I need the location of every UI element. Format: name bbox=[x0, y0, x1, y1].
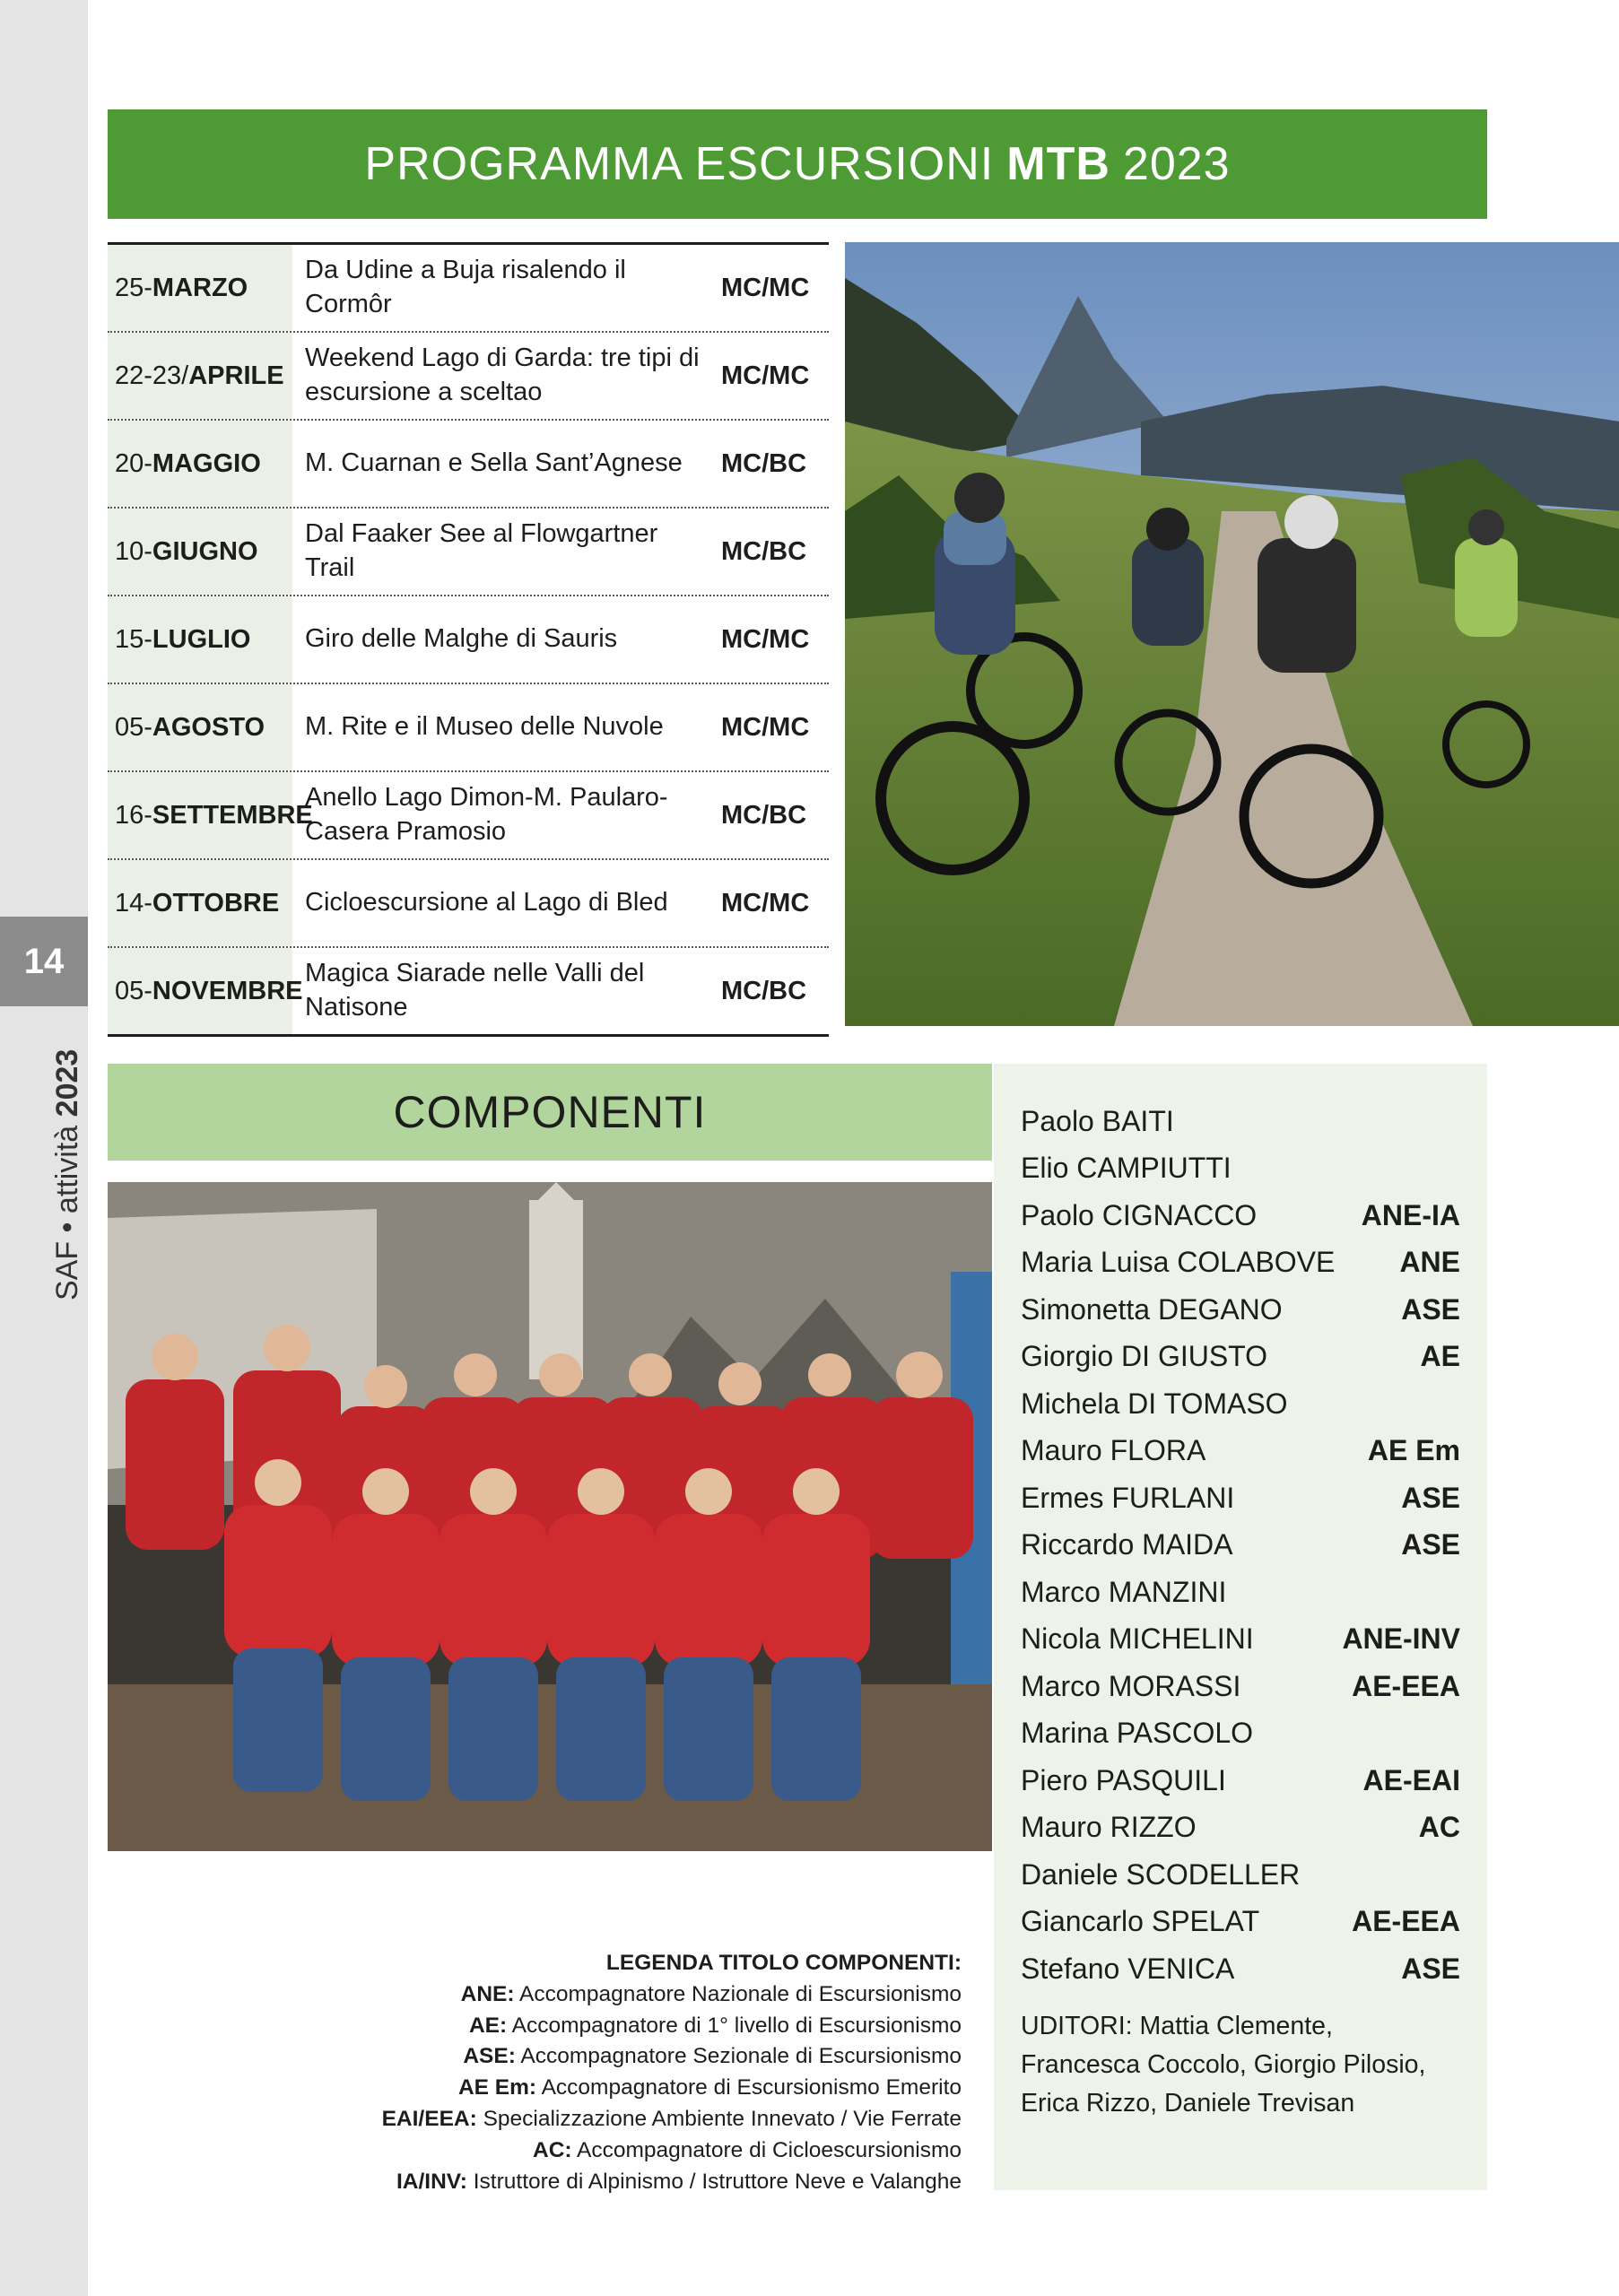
schedule-description: Magica Siarade nelle Valli del Natisone bbox=[305, 959, 645, 1022]
page-number: 14 bbox=[0, 917, 88, 1006]
schedule-month: AGOSTO bbox=[152, 712, 265, 742]
schedule-row bbox=[108, 595, 829, 683]
schedule-month: LUGLIO bbox=[152, 624, 251, 654]
legend-text: Accompagnatore Sezionale di Escursionismo bbox=[520, 2044, 962, 2069]
schedule-month: APRILE bbox=[188, 361, 284, 390]
schedule-date bbox=[108, 596, 292, 683]
schedule-day: 14- bbox=[115, 888, 152, 918]
member-row bbox=[1021, 1945, 1460, 1993]
member-row bbox=[1021, 1192, 1460, 1239]
legend-item bbox=[179, 2041, 962, 2073]
member-name: Mauro FLORA bbox=[1021, 1434, 1206, 1467]
member-row bbox=[1021, 1286, 1460, 1334]
title-year: 2023 bbox=[1122, 138, 1231, 190]
schedule-day: 10- bbox=[115, 536, 152, 566]
member-row bbox=[1021, 1239, 1460, 1287]
legend-code: AE: bbox=[468, 2013, 508, 2038]
side-running-title bbox=[50, 1049, 85, 1300]
schedule-row bbox=[108, 946, 829, 1034]
member-row bbox=[1021, 1805, 1460, 1852]
schedule-level: MC/MC bbox=[721, 273, 810, 302]
member-name: Stefano VENICA bbox=[1021, 1952, 1235, 1985]
title-pre: PROGRAMMA ESCURSIONI bbox=[364, 138, 995, 190]
schedule-level: MC/MC bbox=[721, 624, 810, 654]
schedule-row bbox=[108, 683, 829, 770]
member-name: Michela DI TOMASO bbox=[1021, 1387, 1288, 1420]
member-row bbox=[1021, 1380, 1460, 1428]
schedule-row bbox=[108, 858, 829, 946]
member-row bbox=[1021, 1851, 1460, 1899]
schedule-month: MAGGIO bbox=[152, 448, 261, 478]
legend-item bbox=[179, 2167, 962, 2198]
legend-text: Accompagnatore Nazionale di Escursionismo bbox=[519, 1981, 962, 2006]
member-title: ASE bbox=[1401, 1528, 1460, 1561]
member-name: Elio CAMPIUTTI bbox=[1021, 1152, 1232, 1185]
schedule-day: 16- bbox=[115, 800, 152, 830]
schedule-day: 22-23/ bbox=[115, 361, 189, 390]
schedule-date bbox=[108, 772, 313, 858]
schedule-date bbox=[108, 948, 303, 1034]
legend-code: EAI/EEA: bbox=[381, 2106, 477, 2131]
side-year: 2023 bbox=[50, 1048, 84, 1118]
page-title bbox=[108, 109, 1487, 219]
schedule-day: 20- bbox=[115, 448, 152, 478]
mtb-photo bbox=[845, 242, 1619, 1026]
legend-code: AC: bbox=[533, 2137, 572, 2162]
schedule-date bbox=[108, 421, 292, 507]
member-name: Paolo BAITI bbox=[1021, 1104, 1174, 1137]
schedule-level: MC/BC bbox=[721, 448, 807, 478]
schedule-description: Cicloescursione al Lago di Bled bbox=[305, 888, 668, 918]
member-row bbox=[1021, 1145, 1460, 1193]
schedule-description: Anello Lago Dimon-M. Paularo-Casera Pramosio bbox=[305, 783, 668, 846]
schedule-table bbox=[108, 242, 829, 1037]
member-name: Mauro RIZZO bbox=[1021, 1811, 1197, 1844]
schedule-month: OTTOBRE bbox=[152, 888, 280, 918]
member-name: Maria Luisa COLABOVE bbox=[1021, 1246, 1336, 1279]
member-title: AE Em bbox=[1367, 1434, 1460, 1467]
member-name: Paolo CIGNACCO bbox=[1021, 1198, 1258, 1231]
member-title: AC bbox=[1418, 1811, 1460, 1844]
member-row bbox=[1021, 1757, 1460, 1805]
legend-title: LEGENDA TITOLO COMPONENTI: bbox=[605, 1951, 962, 1975]
legend-text: Accompagnatore di Escursionismo Emerito bbox=[541, 2075, 962, 2100]
member-row bbox=[1021, 1710, 1460, 1758]
legend-text: Istruttore di Alpinismo / Istruttore Neve e Valanghe bbox=[473, 2169, 962, 2194]
legend-code: IA/INV: bbox=[396, 2169, 467, 2194]
member-title: ANE bbox=[1399, 1246, 1460, 1279]
title-mtb: MTB bbox=[1006, 138, 1110, 190]
schedule-description: Weekend Lago di Garda: tre tipi di escursione a sceltao bbox=[305, 344, 700, 406]
member-title: AE-EAI bbox=[1362, 1763, 1460, 1796]
legend-code: AE Em: bbox=[457, 2075, 537, 2100]
schedule-day: 15- bbox=[115, 624, 152, 654]
side-label: attività bbox=[50, 1125, 84, 1214]
member-name: Marco MANZINI bbox=[1021, 1575, 1227, 1608]
legend-item bbox=[179, 2135, 962, 2167]
schedule-level: MC/MC bbox=[721, 888, 810, 918]
schedule-row bbox=[108, 419, 829, 507]
member-name: Giorgio DI GIUSTO bbox=[1021, 1340, 1268, 1373]
group-photo bbox=[108, 1182, 992, 1851]
member-name: Daniele SCODELLER bbox=[1021, 1857, 1301, 1891]
side-brand: SAF bbox=[50, 1240, 84, 1300]
member-title: ASE bbox=[1401, 1292, 1460, 1326]
member-title: AE-EEA bbox=[1352, 1669, 1460, 1702]
uditori-text: UDITORI: Mattia Clemente, Francesca Coccolo, Giorgio Pilosio, Erica Rizzo, Daniele Trevisan bbox=[1021, 2012, 1426, 2118]
member-title: ANE-IA bbox=[1361, 1198, 1460, 1231]
member-title: AE-EEA bbox=[1352, 1905, 1460, 1938]
member-name: Marina PASCOLO bbox=[1021, 1717, 1254, 1750]
member-title: ASE bbox=[1401, 1481, 1460, 1514]
member-row bbox=[1021, 1428, 1460, 1475]
legend-item bbox=[179, 2073, 962, 2104]
schedule-row bbox=[108, 245, 829, 331]
schedule-level: MC/BC bbox=[721, 800, 807, 830]
schedule-level: MC/BC bbox=[721, 536, 807, 566]
member-name: Nicola MICHELINI bbox=[1021, 1622, 1254, 1656]
member-row bbox=[1021, 1569, 1460, 1616]
schedule-date bbox=[108, 509, 292, 595]
member-row bbox=[1021, 1899, 1460, 1946]
schedule-day: 25- bbox=[115, 273, 152, 302]
schedule-day: 05- bbox=[115, 976, 152, 1005]
member-title: AE bbox=[1420, 1340, 1460, 1373]
schedule-date bbox=[108, 860, 292, 946]
legend-text: Accompagnatore di Cicloescursionismo bbox=[577, 2137, 962, 2162]
schedule-description: Da Udine a Buja risalendo il Cormôr bbox=[305, 256, 626, 318]
schedule-level: MC/BC bbox=[721, 976, 807, 1005]
member-name: Piero PASQUILI bbox=[1021, 1763, 1226, 1796]
schedule-level: MC/MC bbox=[721, 712, 810, 742]
schedule-date bbox=[108, 684, 292, 770]
schedule-row bbox=[108, 507, 829, 595]
member-name: Riccardo MAIDA bbox=[1021, 1528, 1233, 1561]
members-panel bbox=[994, 1064, 1487, 2190]
member-list bbox=[1021, 1098, 1460, 1993]
schedule-level: MC/MC bbox=[721, 361, 810, 390]
legend-code: ASE: bbox=[463, 2044, 516, 2069]
legend-item bbox=[179, 2011, 962, 2042]
side-bullet: • bbox=[50, 1222, 84, 1233]
schedule-month: SETTEMBRE bbox=[152, 800, 313, 830]
member-row bbox=[1021, 1616, 1460, 1664]
schedule-row bbox=[108, 770, 829, 858]
legend-text: Accompagnatore di 1° livello di Escursionismo bbox=[511, 2013, 962, 2038]
legend-text: Specializzazione Ambiente Innevato / Vie Ferrate bbox=[483, 2106, 962, 2131]
legend-code: ANE: bbox=[460, 1981, 515, 2006]
componenti-heading: COMPONENTI bbox=[108, 1064, 992, 1161]
member-title: ASE bbox=[1401, 1952, 1460, 1985]
legend-item bbox=[179, 2104, 962, 2135]
schedule-date bbox=[108, 333, 292, 419]
schedule-description: M. Cuarnan e Sella Sant’Agnese bbox=[305, 448, 683, 478]
member-row bbox=[1021, 1334, 1460, 1381]
schedule-month: GIUGNO bbox=[152, 536, 258, 566]
member-row bbox=[1021, 1663, 1460, 1710]
schedule-description: Dal Faaker See al Flowgartner Trail bbox=[305, 519, 658, 582]
legend bbox=[179, 1948, 962, 2197]
schedule-date bbox=[108, 245, 292, 331]
member-title: ANE-INV bbox=[1342, 1622, 1460, 1656]
member-row bbox=[1021, 1474, 1460, 1522]
member-row bbox=[1021, 1522, 1460, 1570]
schedule-day: 05- bbox=[115, 712, 152, 742]
member-name: Giancarlo SPELAT bbox=[1021, 1905, 1260, 1938]
member-name: Marco MORASSI bbox=[1021, 1669, 1241, 1702]
member-name: Simonetta DEGANO bbox=[1021, 1292, 1283, 1326]
schedule-month: NOVEMBRE bbox=[152, 976, 303, 1005]
schedule-row bbox=[108, 331, 829, 419]
schedule-month: MARZO bbox=[152, 273, 248, 302]
schedule-description: Giro delle Malghe di Sauris bbox=[305, 624, 618, 654]
legend-item bbox=[179, 1979, 962, 2011]
schedule-description: M. Rite e il Museo delle Nuvole bbox=[305, 712, 664, 742]
member-name: Ermes FURLANI bbox=[1021, 1481, 1235, 1514]
member-row bbox=[1021, 1098, 1460, 1145]
